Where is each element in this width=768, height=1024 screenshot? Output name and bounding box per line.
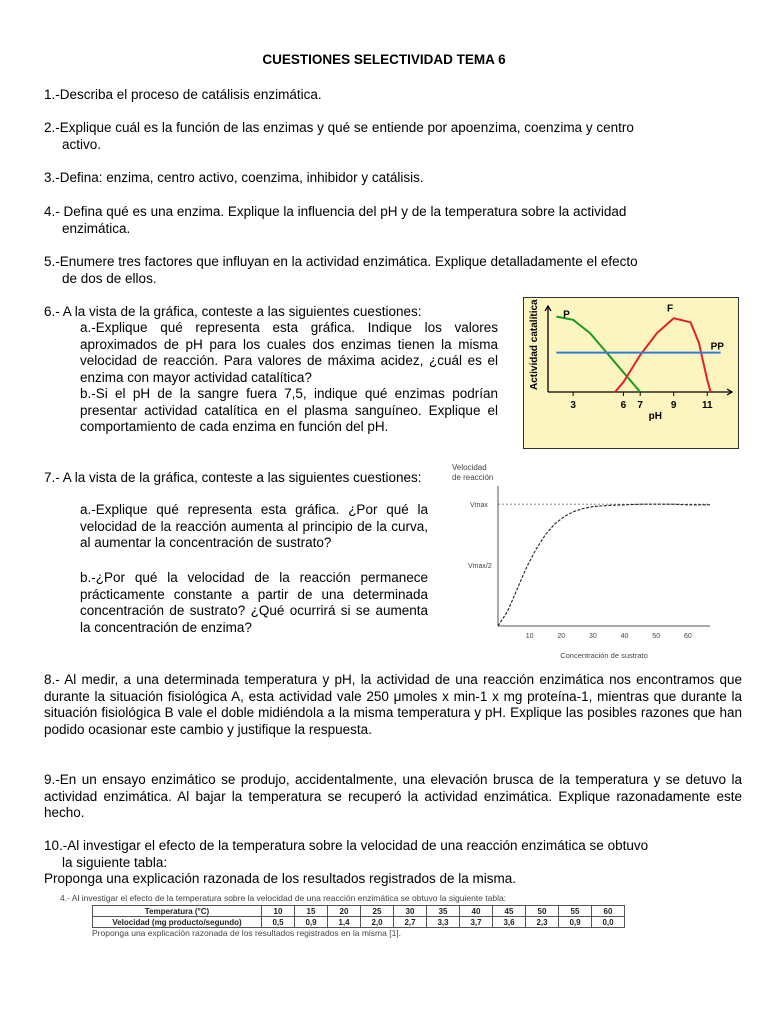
ph-activity-chart — [523, 297, 739, 449]
table-cell: 55 — [559, 906, 592, 917]
question-9-text: 9.-En un ensayo enzimático se produjo, accidentalmente, una elevación brusca de la temperatura y se detuvo la actividad enzimática. Al bajar la temperatura se recuperó la actividad enzimática. Explique razonadamente este hecho. — [44, 772, 742, 820]
question-6-part-b: b.-Si el pH de la sangre fuera 7,5, indique qué enzimas podrían presentar actividad catalítica en el plasma sanguíneo. Explique el comportamiento de cada enzima en función del pH. — [80, 386, 498, 434]
question-10 — [44, 838, 742, 871]
table-cell: 60 — [592, 906, 625, 917]
x-axis-label: Concentración de sustrato — [560, 651, 648, 660]
substrate-velocity-chart-svg — [450, 462, 718, 666]
ph-activity-chart-svg — [524, 298, 738, 448]
question-7-intro: 7.- A la vista de la gráfica, conteste a las siguientes cuestiones: — [44, 470, 422, 485]
velocity-curve — [498, 504, 710, 626]
table-row-label: Velocidad (mg producto/segundo) — [93, 917, 262, 928]
table-footer-text: Proponga una explicación razonada de los resultados registrados en la misma [1]. — [92, 928, 402, 938]
question-10-line-2: la siguiente tabla: — [62, 854, 168, 870]
table-cell: 25 — [361, 906, 394, 917]
table-cell: 10 — [262, 906, 295, 917]
question-10-line-1: 10.-Al investigar el efecto de la temperatura sobre la velocidad de una reacción enzimática se obtuvo — [44, 838, 649, 853]
table-row-velocity — [93, 917, 625, 928]
question-3: 3.-Defina: enzima, centro activo, coenzima, inhibidor y catálisis. — [44, 170, 424, 185]
x-tick-label: 10 — [525, 633, 534, 640]
table-cell: 0,9 — [559, 917, 592, 928]
table-cell: 1,4 — [328, 917, 361, 928]
x-tick-label: 7 — [637, 400, 643, 411]
question-5-line-1: 5.-Enumere tres factores que influyan en la actividad enzimática. Explique detalladamente el efecto — [44, 254, 638, 269]
question-4-line-1: 4.- Defina qué es una enzima. Explique la influencia del pH y de la temperatura sobre la actividad — [44, 204, 627, 219]
substrate-velocity-chart — [450, 462, 718, 666]
question-6-part-a: a.-Explique qué representa esta gráfica. Indique los valores aproximados de pH para los cuales dos enzimas tienen la misma velocidad de reacción. Para valores de máxima acidez, ¿cuál es el enzima con mayor actividad catalítica? — [80, 320, 498, 385]
y-axis-label-line-1: Velocidad — [452, 463, 487, 472]
x-tick-label: 9 — [670, 400, 677, 411]
x-tick-label: 60 — [683, 633, 692, 640]
series-line-f — [615, 318, 711, 392]
question-10-line-3: Proponga una explicación razonada de los resultados registrados de la misma. — [44, 871, 517, 886]
x-axis-label: pH — [648, 411, 662, 422]
table-cell: 0,0 — [592, 917, 625, 928]
question-2-line-1: 2.-Explique cuál es la función de las enzimas y qué se entiende por apoenzima, coenzima y centro — [44, 120, 634, 135]
x-tick-label: 11 — [701, 400, 713, 411]
question-7-part-a: a.-Explique qué representa esta gráfica. ¿Por qué la velocidad de la reacción aumenta al principio de la curva, al aumentar la concentración de sustrato? — [80, 502, 428, 550]
y-axis-label: Actividad catalítica — [529, 299, 540, 390]
table-cell: 15 — [295, 906, 328, 917]
table-cell: 3,3 — [427, 917, 460, 928]
question-5-line-2: de dos de ellos. — [62, 270, 157, 286]
table-cell: 35 — [427, 906, 460, 917]
x-tick-label: 3 — [570, 400, 576, 411]
x-tick-label: 30 — [589, 633, 597, 640]
series-label-f: F — [667, 303, 674, 315]
question-7-part-b: b.-¿Por qué la velocidad de la reacción permanece prácticamente constante a partir de una determinada concentración de sustrato? ¿Qué ocurrirá si se aumenta la concentración de enzima? — [80, 570, 428, 635]
table-header-text: 4.- Al investigar el efecto de la temperatura sobre la velocidad de una reacción enzimática se obtuvo la siguiente tabla: — [60, 893, 507, 903]
x-tick-label: 6 — [620, 400, 627, 411]
question-8-text: 8.- Al medir, a una determinada temperatura y pH, la actividad de una reacción enzimática nos encontramos que durante la situación fisiológica A, esta actividad vale 250 μmoles x min-1 x mg proteína-1, mientras que durante la situación fisiológica B vale el doble midiéndola a la misma temperatura y pH. Explique las posibles razones que han podido ocasionar este cambio y justifique la respuesta. — [44, 672, 742, 737]
question-9 — [44, 772, 742, 822]
table-cell: 0,5 — [262, 917, 295, 928]
question-2-line-2: activo. — [62, 136, 102, 152]
y-tick-label-vmax-half: Vmax/2 — [468, 563, 492, 571]
x-tick-label: 50 — [652, 633, 661, 640]
question-6-intro: 6.- A la vista de la gráfica, conteste a las siguientes cuestiones: — [44, 304, 422, 319]
series-label-pp: PP — [710, 341, 724, 353]
table-cell: 2,0 — [361, 917, 394, 928]
y-axis-label-line-2: de reacción — [452, 473, 494, 482]
table-row-label: Temperatura (°C) — [93, 906, 262, 917]
question-1: 1.-Describa el proceso de catálisis enzimática. — [44, 87, 322, 102]
table-cell: 20 — [328, 906, 361, 917]
question-2 — [44, 120, 742, 153]
table-cell: 50 — [526, 906, 559, 917]
table-cell: 3,7 — [460, 917, 493, 928]
table-cell: 3,6 — [493, 917, 526, 928]
table-cell: 40 — [460, 906, 493, 917]
series-line-p — [556, 317, 640, 392]
x-tick-label: 40 — [620, 633, 629, 640]
table-row-temperature — [93, 906, 625, 917]
y-tick-label-vmax: Vmax — [470, 502, 488, 510]
table-cell: 30 — [394, 906, 427, 917]
question-4-line-2: enzimática. — [62, 220, 131, 236]
temperature-velocity-table — [92, 905, 625, 928]
question-8 — [44, 672, 742, 738]
table-cell: 2,3 — [526, 917, 559, 928]
temperature-table-block — [60, 893, 710, 938]
question-5 — [44, 254, 742, 287]
series-label-p: P — [563, 309, 570, 321]
table-cell: 45 — [493, 906, 526, 917]
question-4 — [44, 204, 742, 237]
table-cell: 2,7 — [394, 917, 427, 928]
x-tick-label: 20 — [557, 633, 566, 640]
table-cell: 0,9 — [295, 917, 328, 928]
page-title: CUESTIONES SELECTIVIDAD TEMA 6 — [262, 52, 506, 67]
